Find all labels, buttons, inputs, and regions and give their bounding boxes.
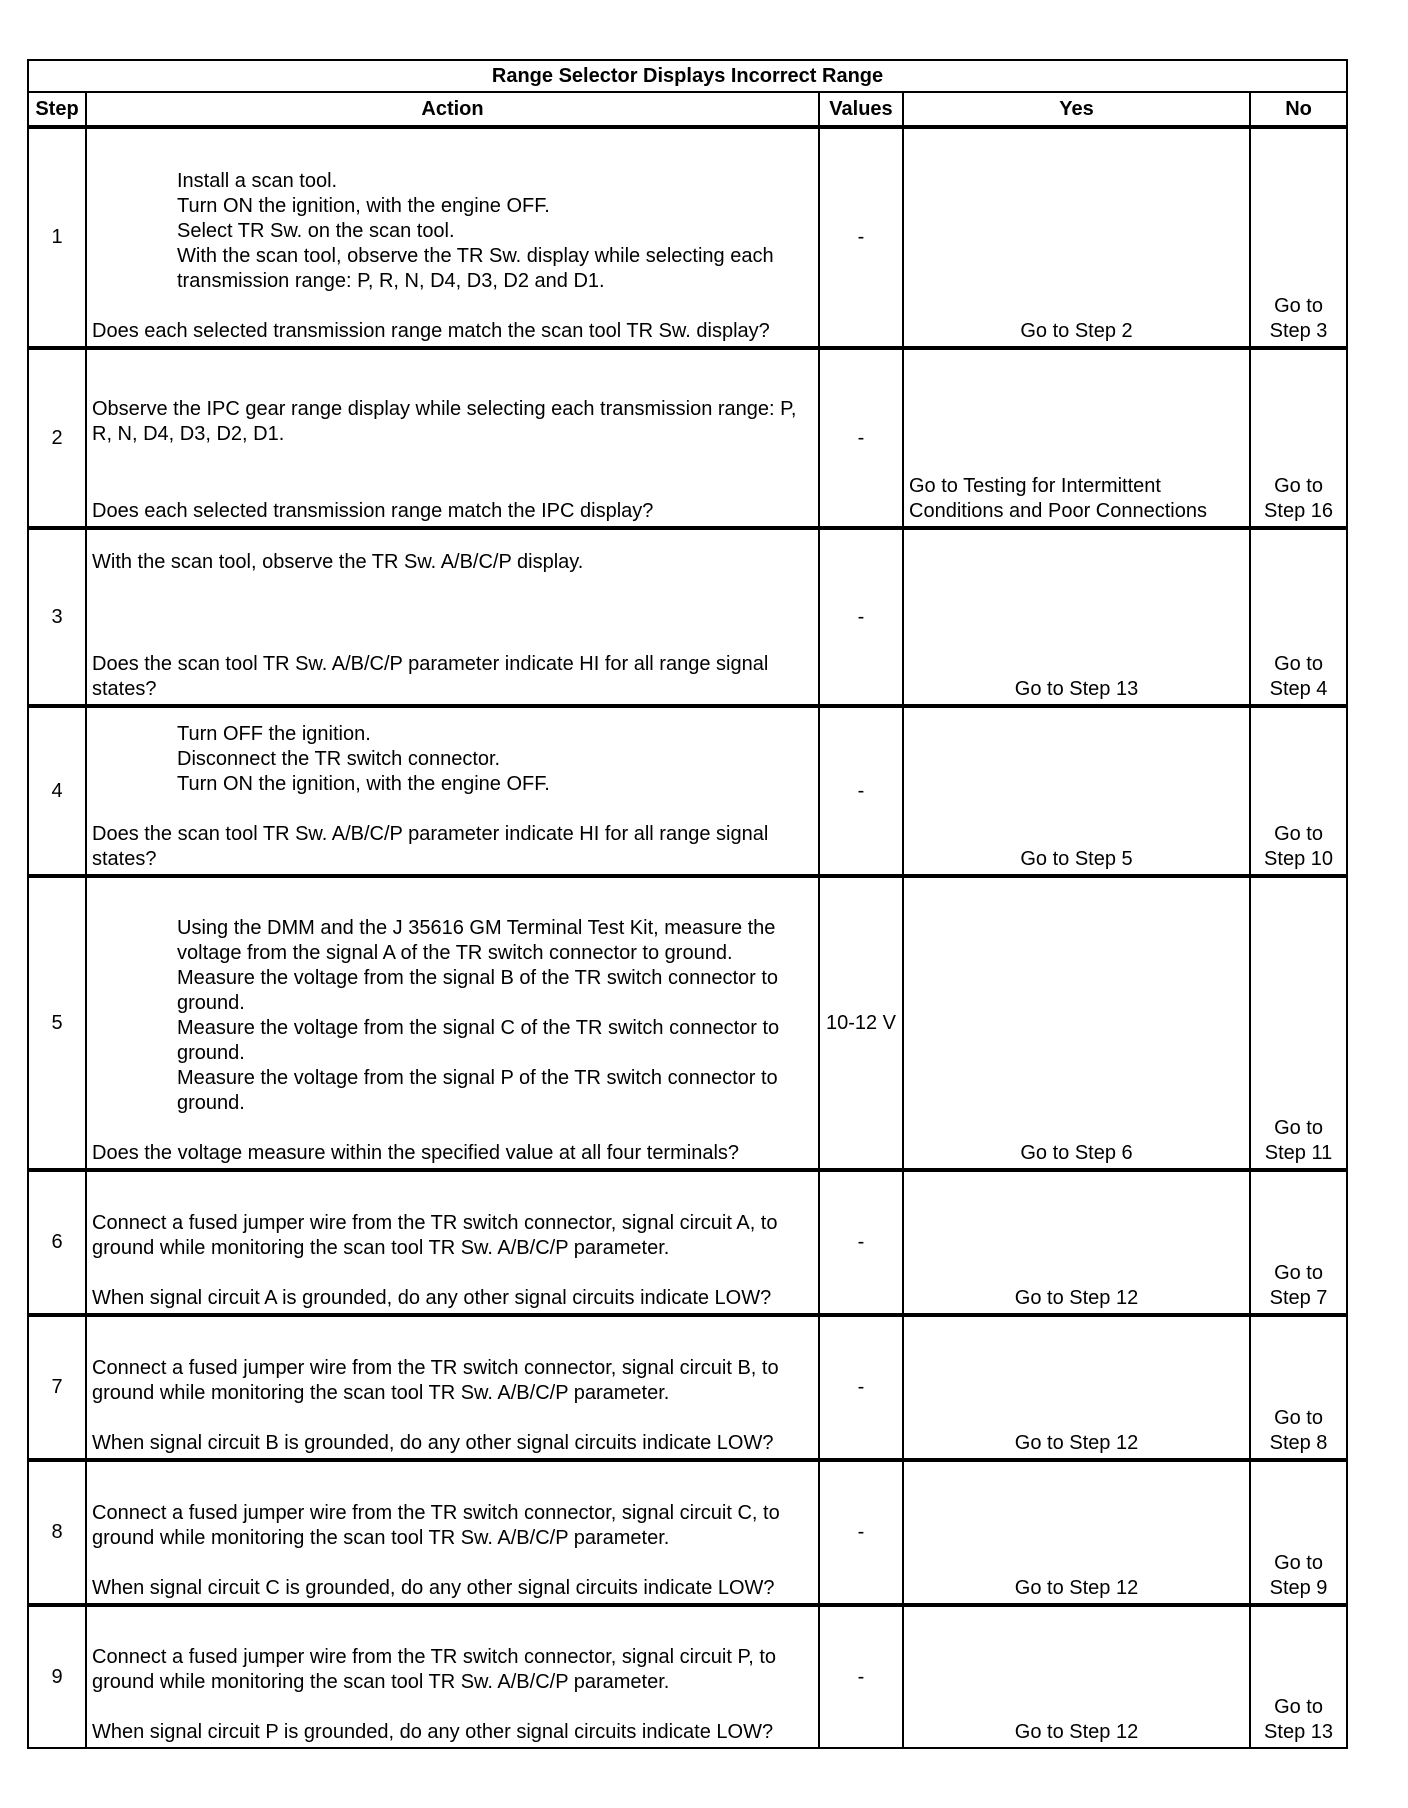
step-number: 4 bbox=[28, 706, 86, 876]
action-substep: Disconnect the TR switch connector. bbox=[177, 748, 501, 770]
action-cell bbox=[86, 1170, 819, 1315]
step-number: 9 bbox=[28, 1605, 86, 1748]
step-number: 1 bbox=[28, 127, 86, 348]
action-question: When signal circuit A is grounded, do any other signal circuits indicate LOW? bbox=[92, 1287, 772, 1309]
action-question: Does each selected transmission range match the scan tool TR Sw. display? bbox=[92, 320, 770, 342]
values-cell: - bbox=[819, 348, 903, 528]
no-cell: Go to Step 11 bbox=[1250, 876, 1347, 1170]
step-number: 8 bbox=[28, 1460, 86, 1605]
action-intro: Connect a fused jumper wire from the TR switch connector, signal circuit C, to ground while monitoring the scan tool TR Sw. A/B/C/P parameter. bbox=[92, 1502, 780, 1549]
values-cell: - bbox=[819, 1170, 903, 1315]
action-intro: Connect a fused jumper wire from the TR switch connector, signal circuit A, to ground while monitoring the scan tool TR Sw. A/B/C/P parameter. bbox=[92, 1212, 778, 1259]
table-row bbox=[28, 706, 1347, 876]
no-cell: Go to Step 10 bbox=[1250, 706, 1347, 876]
action-substeps bbox=[92, 722, 813, 797]
action-cell bbox=[86, 348, 819, 528]
diagnostic-table bbox=[27, 59, 1348, 1749]
no-cell: Go to Step 9 bbox=[1250, 1460, 1347, 1605]
action-substep: With the scan tool, observe the TR Sw. display while selecting each transmission range: P, R, N, D4, D3, D2 and D1. bbox=[177, 245, 774, 292]
action-cell bbox=[86, 706, 819, 876]
action-intro: With the scan tool, observe the TR Sw. A/B/C/P display. bbox=[92, 551, 584, 573]
no-cell: Go to Step 7 bbox=[1250, 1170, 1347, 1315]
action-intro: Connect a fused jumper wire from the TR switch connector, signal circuit B, to ground while monitoring the scan tool TR Sw. A/B/C/P parameter. bbox=[92, 1357, 779, 1404]
action-cell bbox=[86, 876, 819, 1170]
action-question: Does each selected transmission range match the IPC display? bbox=[92, 500, 654, 522]
header-values: Values bbox=[819, 92, 903, 127]
header-no: No bbox=[1250, 92, 1347, 127]
action-cell bbox=[86, 1460, 819, 1605]
action-substep: Measure the voltage from the signal C of the TR switch connector to ground. bbox=[177, 1017, 780, 1064]
yes-cell: Go to Testing for Intermittent Conditions and Poor Connections bbox=[903, 348, 1250, 528]
action-substep: Select TR Sw. on the scan tool. bbox=[177, 220, 455, 242]
action-question: When signal circuit B is grounded, do any other signal circuits indicate LOW? bbox=[92, 1432, 774, 1454]
values-cell: - bbox=[819, 706, 903, 876]
yes-cell: Go to Step 13 bbox=[903, 528, 1250, 706]
table-title: Range Selector Displays Incorrect Range bbox=[28, 60, 1347, 92]
action-substeps bbox=[92, 916, 813, 1116]
action-question: Does the scan tool TR Sw. A/B/C/P parameter indicate HI for all range signal states? bbox=[92, 653, 769, 700]
no-cell: Go to Step 3 bbox=[1250, 127, 1347, 348]
table-row bbox=[28, 1170, 1347, 1315]
step-number: 6 bbox=[28, 1170, 86, 1315]
header-yes: Yes bbox=[903, 92, 1250, 127]
values-cell: - bbox=[819, 1315, 903, 1460]
action-cell bbox=[86, 1605, 819, 1748]
action-intro: Connect a fused jumper wire from the TR switch connector, signal circuit P, to ground while monitoring the scan tool TR Sw. A/B/C/P parameter. bbox=[92, 1646, 777, 1693]
header-action: Action bbox=[86, 92, 819, 127]
values-cell: - bbox=[819, 1460, 903, 1605]
table-row bbox=[28, 528, 1347, 706]
values-cell: - bbox=[819, 1605, 903, 1748]
step-number: 7 bbox=[28, 1315, 86, 1460]
action-substep: Install a scan tool. bbox=[177, 170, 338, 192]
action-question: When signal circuit P is grounded, do any other signal circuits indicate LOW? bbox=[92, 1721, 774, 1743]
action-cell bbox=[86, 1315, 819, 1460]
step-number: 2 bbox=[28, 348, 86, 528]
action-question: Does the voltage measure within the specified value at all four terminals? bbox=[92, 1142, 740, 1164]
no-cell: Go to Step 16 bbox=[1250, 348, 1347, 528]
values-cell: - bbox=[819, 528, 903, 706]
action-question: Does the scan tool TR Sw. A/B/C/P parameter indicate HI for all range signal states? bbox=[92, 823, 769, 870]
values-cell: - bbox=[819, 127, 903, 348]
no-cell: Go to Step 13 bbox=[1250, 1605, 1347, 1748]
action-cell bbox=[86, 528, 819, 706]
action-substep: Turn OFF the ignition. bbox=[177, 723, 371, 745]
yes-cell: Go to Step 12 bbox=[903, 1605, 1250, 1748]
no-cell: Go to Step 8 bbox=[1250, 1315, 1347, 1460]
yes-cell: Go to Step 6 bbox=[903, 876, 1250, 1170]
table-row bbox=[28, 1460, 1347, 1605]
table-row bbox=[28, 1315, 1347, 1460]
action-question: When signal circuit C is grounded, do any other signal circuits indicate LOW? bbox=[92, 1577, 775, 1599]
yes-cell: Go to Step 12 bbox=[903, 1460, 1250, 1605]
action-substep: Measure the voltage from the signal B of the TR switch connector to ground. bbox=[177, 967, 779, 1014]
step-number: 5 bbox=[28, 876, 86, 1170]
header-step: Step bbox=[28, 92, 86, 127]
action-substep: Using the DMM and the J 35616 GM Terminal Test Kit, measure the voltage from the signal A of the TR switch connector to ground. bbox=[177, 917, 776, 964]
yes-cell: Go to Step 12 bbox=[903, 1170, 1250, 1315]
action-substep: Turn ON the ignition, with the engine OFF. bbox=[177, 773, 550, 795]
table-row bbox=[28, 127, 1347, 348]
yes-cell: Go to Step 2 bbox=[903, 127, 1250, 348]
action-substeps bbox=[92, 169, 813, 294]
table-row bbox=[28, 876, 1347, 1170]
action-substep: Measure the voltage from the signal P of the TR switch connector to ground. bbox=[177, 1067, 778, 1114]
table-row bbox=[28, 1605, 1347, 1748]
yes-cell: Go to Step 12 bbox=[903, 1315, 1250, 1460]
values-cell: 10-12 V bbox=[819, 876, 903, 1170]
action-cell bbox=[86, 127, 819, 348]
yes-cell: Go to Step 5 bbox=[903, 706, 1250, 876]
action-substep: Turn ON the ignition, with the engine OFF. bbox=[177, 195, 550, 217]
no-cell: Go to Step 4 bbox=[1250, 528, 1347, 706]
step-number: 3 bbox=[28, 528, 86, 706]
table-row bbox=[28, 348, 1347, 528]
action-intro: Observe the IPC gear range display while selecting each transmission range: P, R, N, D4, D3, D2, D1. bbox=[92, 398, 797, 445]
